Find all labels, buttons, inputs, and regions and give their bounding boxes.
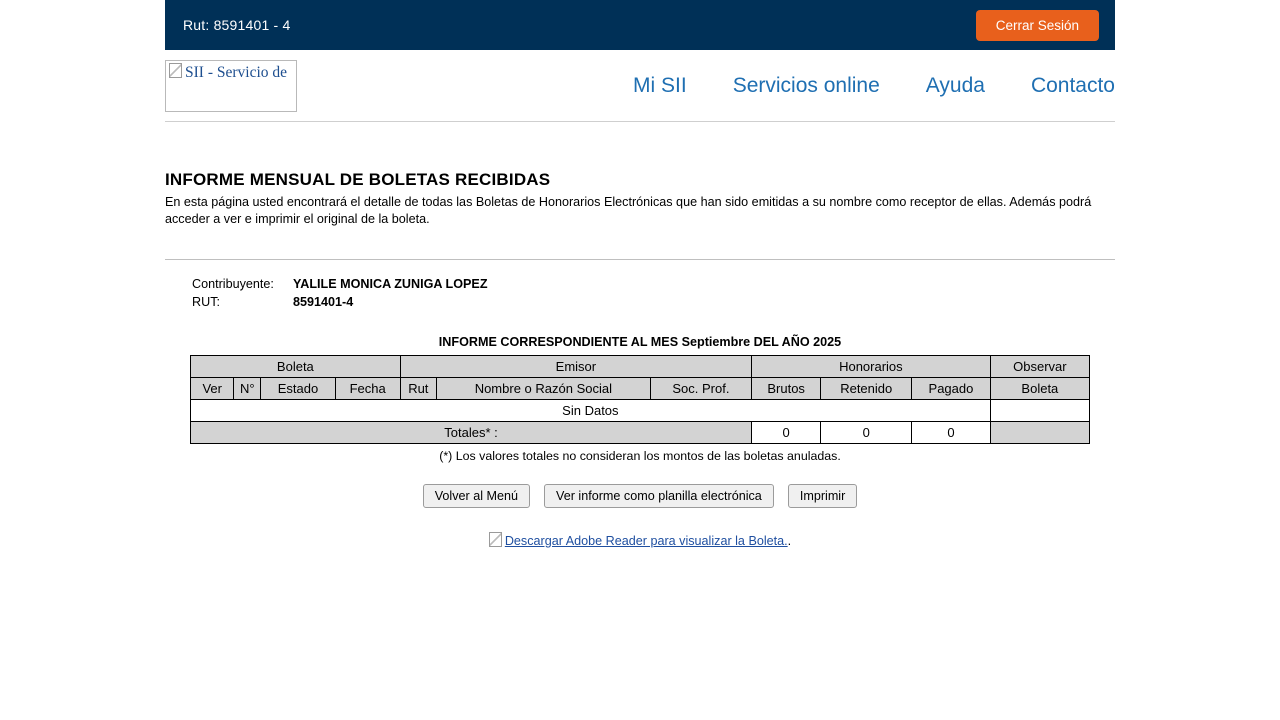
broken-image-icon: [169, 63, 182, 78]
totals-retenido: 0: [821, 422, 912, 444]
column-header-numero: N°: [234, 378, 261, 400]
boletas-table: [190, 355, 1090, 444]
totals-footnote: (*) Los valores totales no consideran los montos de las boletas anuladas.: [439, 449, 841, 463]
main-content: [165, 170, 1115, 548]
adobe-trailing-period: .: [787, 534, 792, 548]
table-head: [191, 356, 1090, 400]
column-header-brutos: Brutos: [752, 378, 821, 400]
column-header-soc-prof: Soc. Prof.: [650, 378, 751, 400]
column-header-pagado: Pagado: [912, 378, 991, 400]
column-header-nombre-razon-social: Nombre o Razón Social: [436, 378, 650, 400]
main-nav: [633, 74, 1115, 98]
table-group-header-row: [191, 356, 1090, 378]
totals-brutos: 0: [752, 422, 821, 444]
group-header-honorarios: Honorarios: [752, 356, 991, 378]
contribuyente-label: Contribuyente:: [192, 277, 274, 291]
totals-pagado: 0: [912, 422, 991, 444]
back-to-menu-button[interactable]: Volver al Menú: [423, 484, 530, 508]
nav-item-servicios-online[interactable]: Servicios online: [732, 73, 880, 97]
taxpayer-rut-row: [192, 293, 1115, 311]
sii-logo-alt-text: SII - Servicio de: [185, 63, 288, 81]
content-divider: [165, 259, 1115, 260]
nav-item-ayuda[interactable]: Ayuda: [925, 73, 985, 97]
print-button[interactable]: Imprimir: [788, 484, 857, 508]
logout-button[interactable]: Cerrar Sesión: [976, 10, 1099, 41]
topbar-rut-label: Rut: 8591401 - 4: [183, 17, 291, 33]
column-header-retenido: Retenido: [821, 378, 912, 400]
totals-label: Totales* :: [191, 422, 752, 444]
page-intro-text: En esta página usted encontrará el detalle de todas las Boletas de Honorarios Electrónicas que han sido emitidas a su nombre como receptor de ellas. Además podrá acceder a ver e imprimir el original de la boleta.: [165, 195, 1092, 226]
adobe-reader-line: [165, 532, 1115, 548]
group-header-observar: Observar: [990, 356, 1089, 378]
taxpayer-name-row: [192, 275, 1115, 293]
page-title: INFORME MENSUAL DE BOLETAS RECIBIDAS: [165, 170, 551, 189]
sii-logo[interactable]: [165, 60, 297, 112]
page-container: [165, 0, 1115, 548]
column-header-ver: Ver: [191, 378, 234, 400]
table-body: [191, 400, 1090, 444]
table-totals-row: [191, 422, 1090, 444]
group-header-boleta: Boleta: [191, 356, 401, 378]
view-as-spreadsheet-button[interactable]: Ver informe como planilla electrónica: [544, 484, 774, 508]
contribuyente-value: YALILE MONICA ZUNIGA LOPEZ: [293, 277, 488, 291]
taxpayer-info: [192, 275, 1115, 311]
empty-state-boleta-cell: [990, 400, 1089, 422]
column-header-boleta: Boleta: [990, 378, 1089, 400]
table-empty-row: [191, 400, 1090, 422]
site-header: [165, 50, 1115, 122]
column-header-fecha: Fecha: [335, 378, 400, 400]
table-column-header-row: [191, 378, 1090, 400]
report-period-caption: INFORME CORRESPONDIENTE AL MES Septiembre DEL AÑO 2025: [438, 335, 842, 349]
adobe-broken-image-icon: [489, 532, 502, 547]
top-bar: [165, 0, 1115, 50]
group-header-emisor: Emisor: [400, 356, 751, 378]
totals-boleta-cell: [990, 422, 1089, 444]
nav-item-contacto[interactable]: Contacto: [1030, 73, 1115, 97]
empty-state-message: Sin Datos: [191, 400, 991, 422]
rut-value: 8591401-4: [293, 295, 354, 309]
action-buttons: [165, 484, 1115, 508]
adobe-reader-download-link[interactable]: Descargar Adobe Reader para visualizar la Boleta.: [504, 534, 788, 548]
column-header-rut: Rut: [400, 378, 436, 400]
column-header-estado: Estado: [261, 378, 335, 400]
nav-item-mi-sii[interactable]: Mi SII: [633, 73, 687, 97]
rut-label: RUT:: [192, 295, 220, 309]
